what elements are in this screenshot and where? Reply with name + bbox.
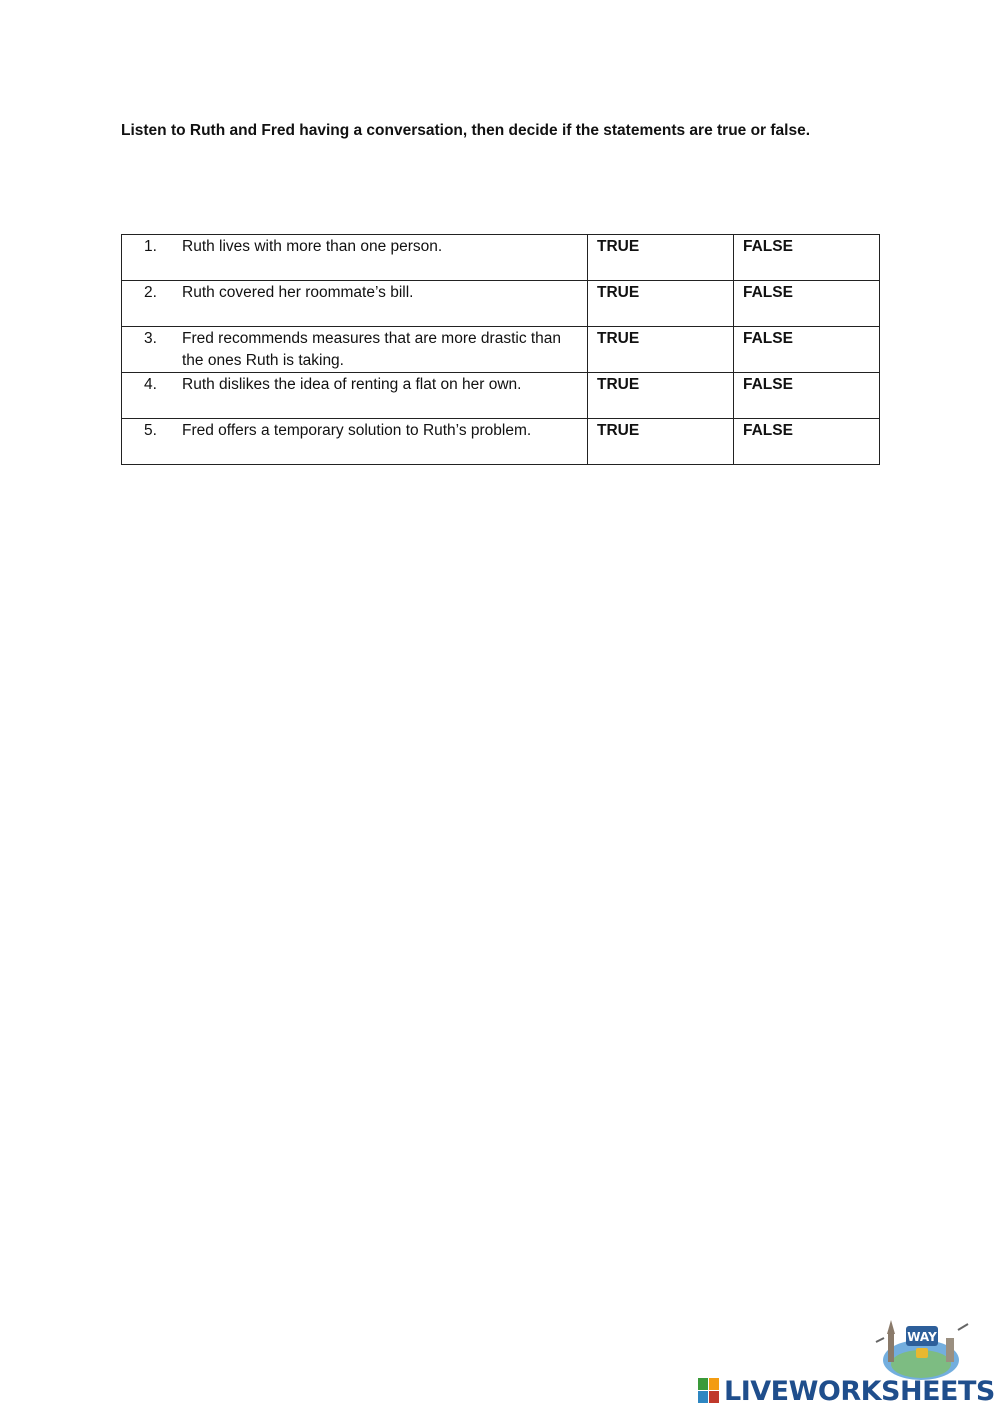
globe-landmarks-icon	[866, 1312, 976, 1382]
false-label: FALSE	[743, 422, 793, 439]
statement-text: Fred offers a temporary solution to Ruth’s problem.	[182, 422, 532, 439]
svg-text:WAY: WAY	[907, 1330, 937, 1344]
false-option[interactable]	[734, 419, 880, 465]
statement-cell	[122, 235, 588, 281]
false-option[interactable]	[734, 373, 880, 419]
statement-cell	[122, 327, 588, 373]
true-option[interactable]	[588, 235, 734, 281]
false-label: FALSE	[743, 376, 793, 393]
table-row	[122, 419, 880, 465]
table-row	[122, 235, 880, 281]
statement-text: Ruth covered her roommate’s bill.	[182, 284, 414, 301]
statement-number: 1.	[144, 238, 157, 255]
false-label: FALSE	[743, 238, 793, 255]
statement-number: 3.	[144, 330, 157, 347]
statement-number: 5.	[144, 422, 157, 439]
instructions-heading: Listen to Ruth and Fred having a conversation, then decide if the statements are true or false.	[121, 122, 811, 139]
true-option[interactable]	[588, 281, 734, 327]
false-option[interactable]	[734, 281, 880, 327]
logo-text: LIVEWORKSHEETS	[724, 1376, 995, 1407]
true-label: TRUE	[597, 238, 640, 255]
liveworksheets-logo	[690, 1312, 995, 1408]
statement-number: 4.	[144, 376, 157, 393]
statement-text: Ruth dislikes the idea of renting a flat on her own.	[182, 376, 522, 393]
true-option[interactable]	[588, 419, 734, 465]
table-row	[122, 327, 880, 373]
true-option[interactable]	[588, 373, 734, 419]
false-label: FALSE	[743, 284, 793, 301]
live-badge-icon	[698, 1378, 720, 1404]
statement-cell	[122, 419, 588, 465]
statement-number: 2.	[144, 284, 157, 301]
true-option[interactable]	[588, 327, 734, 373]
true-label: TRUE	[597, 376, 640, 393]
false-option[interactable]	[734, 327, 880, 373]
statement-text: Fred recommends measures that are more drastic than the ones Ruth is taking.	[182, 330, 562, 369]
true-false-table	[121, 234, 880, 465]
true-label: TRUE	[597, 330, 640, 347]
statement-text: Ruth lives with more than one person.	[182, 238, 443, 255]
true-label: TRUE	[597, 284, 640, 301]
statement-cell	[122, 373, 588, 419]
false-label: FALSE	[743, 330, 793, 347]
true-label: TRUE	[597, 422, 640, 439]
table-row	[122, 281, 880, 327]
table-row	[122, 373, 880, 419]
false-option[interactable]	[734, 235, 880, 281]
statement-cell	[122, 281, 588, 327]
